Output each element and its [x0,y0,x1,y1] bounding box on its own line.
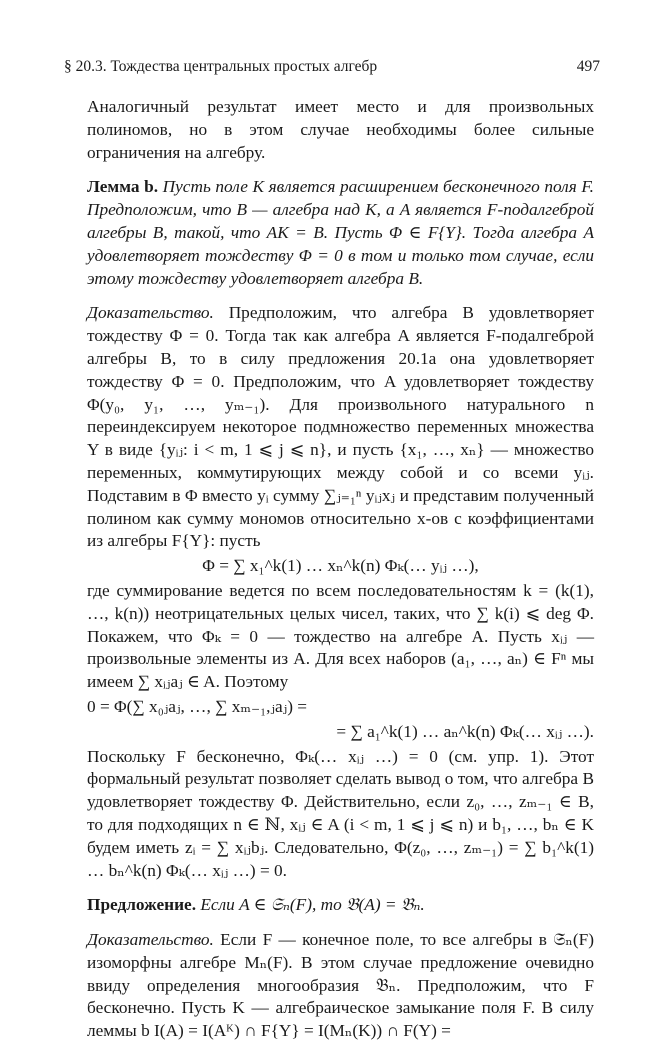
proof-text-c: Поскольку F бесконечно, Φₖ(… xᵢⱼ …) = 0 (см. упр. 1). Этот формальный результат позволяет сделать вывод о том, что алгебра B удовлетворяет тождеству Φ. Действительно, если z₀, …, zₘ₋₁ ∈ B, то для подходящих n ∈ ℕ, xᵢⱼ ∈ A (i < m, 1 ⩽ j ⩽ n) и b₁, …, bₙ ∈ K будем иметь zᵢ = ∑ xᵢⱼbⱼ. Следовательно, Φ(z₀, …, zₘ₋₁) = ∑ b₁^k(1) … bₙ^k(n) Φₖ(… xᵢⱼ …) = 0. [87,746,594,880]
page-body [87,96,594,1043]
proof-text-b: где суммирование ведется по всем последовательностям k = (k(1), …, k(n)) неотрицательных целых чисел, таких, что ∑ k(i) ⩽ deg Φ. Покажем, что Φₖ = 0 — тождество на алгебре A. Пусть xᵢⱼ — произвольные элементы из A. Для всех наборов (a₁, …, aₙ) ∈ Fⁿ мы имеем ∑ xᵢⱼaⱼ ∈ A. Поэтому [87,580,594,692]
proof-paragraph [87,302,594,553]
proof2-label: Доказательство. [87,930,214,950]
page-number: 497 [576,58,600,75]
formula-substitution-left: 0 = Φ(∑ x₀ⱼaⱼ, …, ∑ xₘ₋₁,ⱼaⱼ) = [87,696,308,716]
proof-text-a: Предположим, что алгебра B удовлетворяет тождеству Φ = 0. Тогда так как алгебра A является F-подалгеброй алгебры B, то в силу предложения 20.1a она удовлетворяет тождеству Φ = 0. Предположим, что A удовлетворяет тождеству Φ(y₀, y₁, …, yₘ₋₁). Для произвольного натурального n переиндексируем некоторое подмножество переменных множества Y в виде {yᵢⱼ: i < m, 1 ⩽ j ⩽ n}, и пусть {x₁, …, xₙ} — множество переменных, коммутирующих между собой и со всеми yᵢⱼ. Подставим в Φ вместо yᵢ сумму ∑ⱼ₌₁ⁿ yᵢⱼxⱼ и представим полученный полином как сумму мономов относительно x-ов с коэффициентами из алгебры F{Y}: пусть [87,303,594,551]
lemma-text: Пусть поле K является расширением бесконечного поля F. Предположим, что B — алгебра над K, а A является F-подалгеброй алгебры B, такой, что AK = B. Пусть Φ ∈ F{Y}. Тогда алгебра A удовлетворяет тождеству Φ = 0 в том и только том случае, если этому тождеству удовлетворяет алгебра B. [87,177,594,288]
proof2-text: Если F — конечное поле, то все алгебры в 𝔖ₙ(F) изоморфны алгебре Mₙ(F). В этом случае предложение очевидно ввиду определения многообразия 𝔅ₙ. Предположим, что F бесконечно. Пусть K — алгебраическое замыкание поля F. В силу леммы b I(A) = I(Aᴷ) ∩ F{Y} = I(Mₙ(K)) ∩ F(Y) = [87,930,594,1041]
formula-substitution-right: = ∑ a₁^k(1) … aₙ^k(n) Φₖ(… xᵢⱼ …). [336,721,594,741]
proof-label: Доказательство. [87,303,214,323]
proposition-text: Если A ∈ 𝔖ₙ(F), то 𝔅(A) = 𝔅ₙ. [200,895,425,915]
proof2-paragraph [87,929,594,1043]
lemma-label: Лемма b. [87,177,159,197]
proposition-paragraph [87,894,594,917]
formula-expansion: Φ = ∑ x₁^k(1) … xₙ^k(n) Φₖ(… yᵢⱼ …), [202,556,479,576]
proposition-label: Предложение. [87,895,197,915]
lemma-paragraph [87,176,594,290]
header-title: § 20.3. Тождества центральных простых алгебр [64,58,378,75]
running-header [64,58,600,82]
intro-paragraph: Аналогичный результат имеет место и для произвольных полиномов, но в этом случае необходимы более сильные ограничения на алгебру. [87,97,594,162]
